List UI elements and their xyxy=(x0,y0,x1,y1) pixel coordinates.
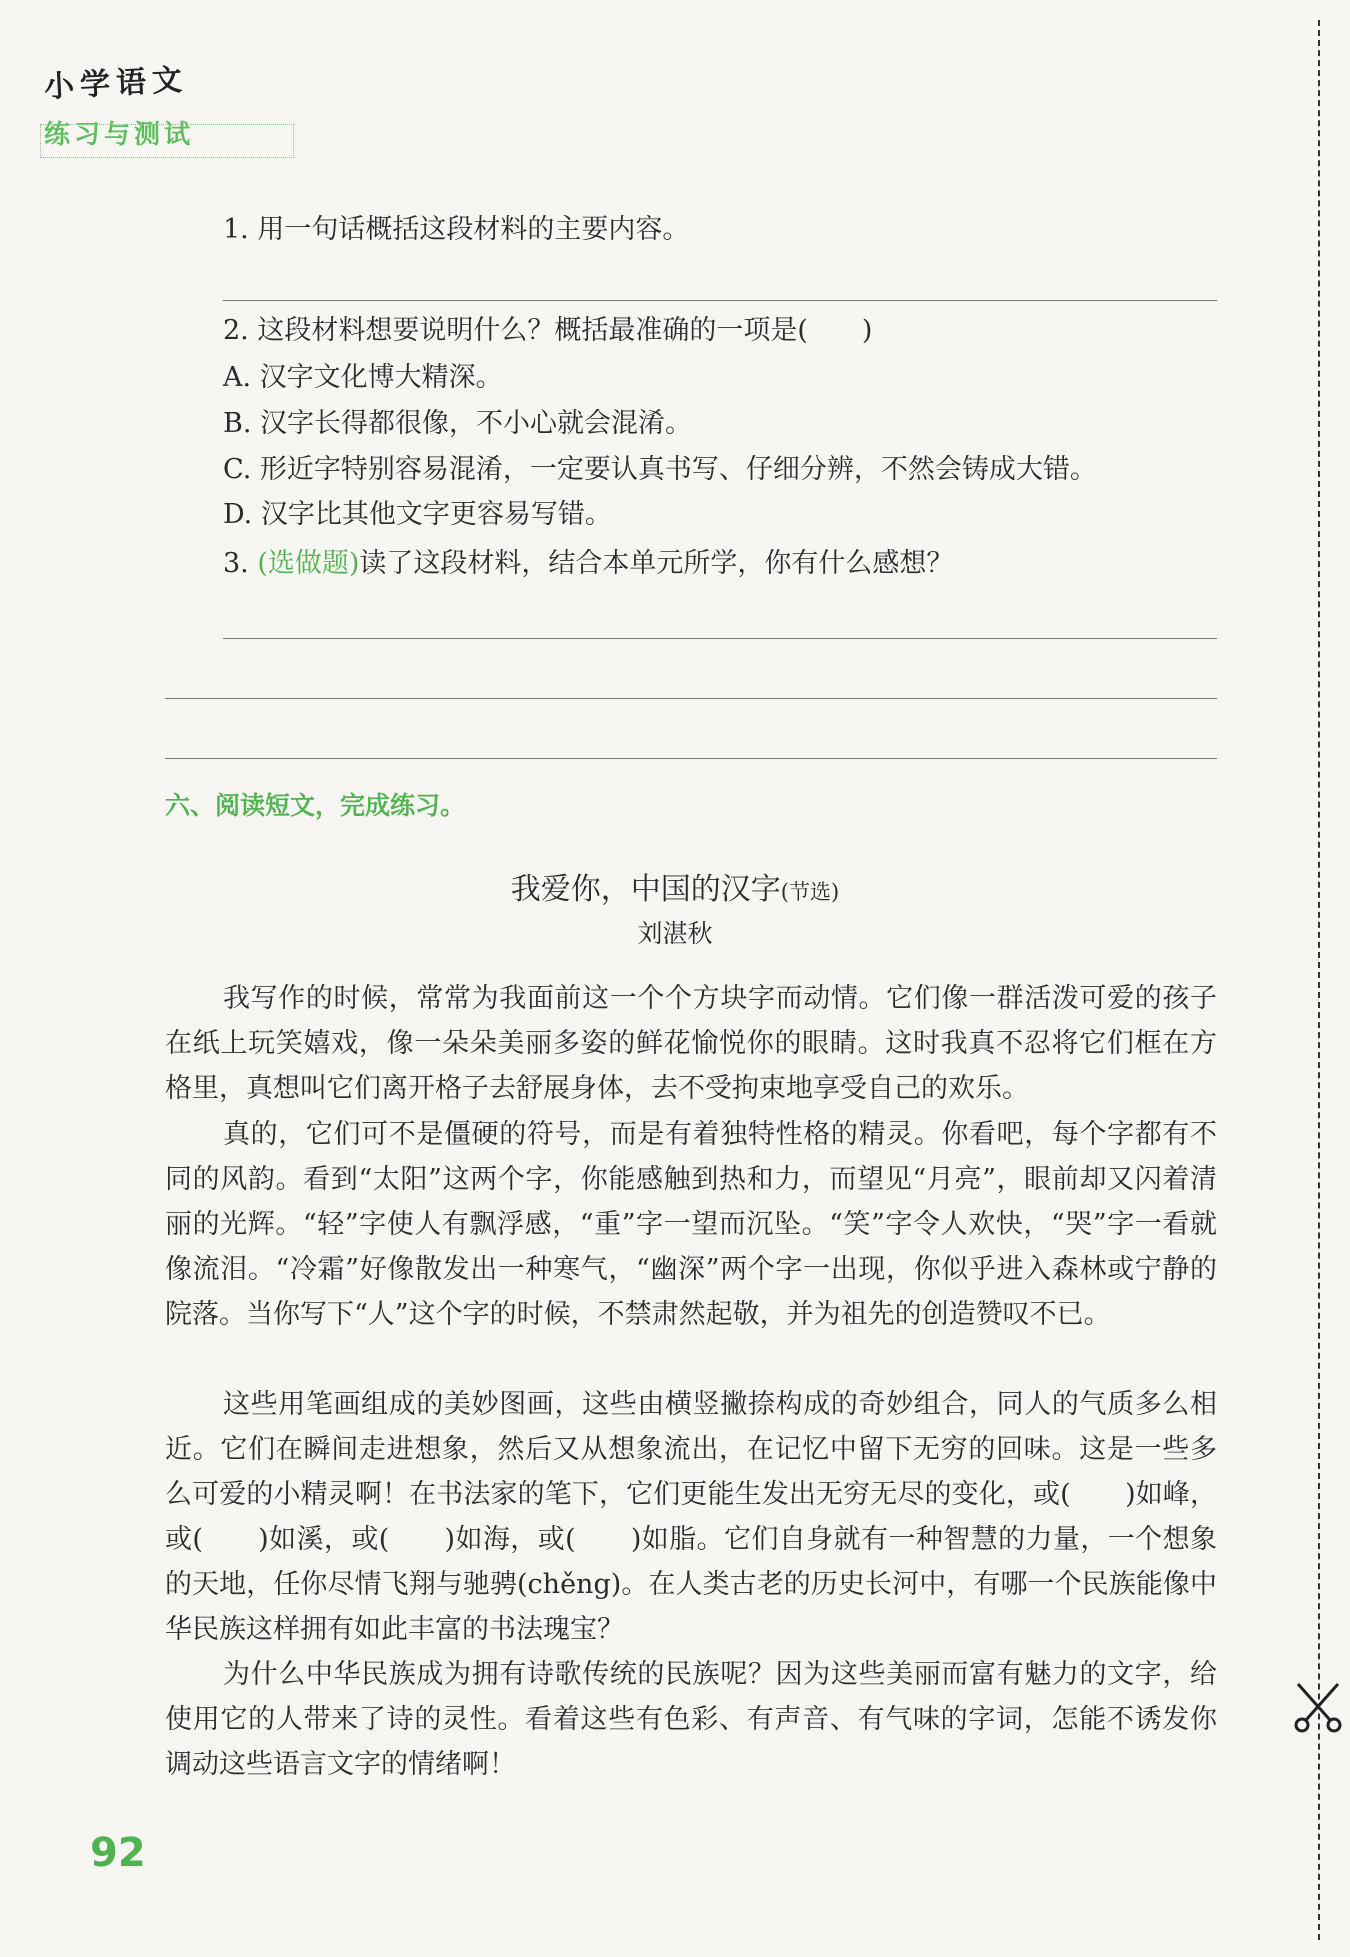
paragraph-1: 我写作的时候，常常为我面前这一个个方块字而动情。它们像一群活泼可爱的孩子在纸上玩笑嬉戏，像一朵朵美丽多姿的鲜花愉悦你的眼睛。这时我真不忍将它们框在方格里，真想叫它们离开格子去舒展身体，去不受拘束地享受自己的欢乐。 xyxy=(165,983,1217,1104)
answer-line-3c[interactable] xyxy=(165,758,1217,759)
option-d: D. 汉字比其他文字更容易写错。 xyxy=(223,499,612,530)
question-1: 1. 用一句话概括这段材料的主要内容。 xyxy=(223,214,690,245)
scissors-icon xyxy=(1290,1678,1346,1734)
option-c: C. 形近字特别容易混淆，一定要认真书写、仔细分辨，不然会铸成大错。 xyxy=(223,454,1097,485)
article-title-note: (节选) xyxy=(780,880,840,904)
question-3 xyxy=(223,546,953,582)
cut-line xyxy=(1318,20,1320,1940)
option-b: B. 汉字长得都很像，不小心就会混淆。 xyxy=(223,408,693,439)
answer-line-3b[interactable] xyxy=(165,698,1217,699)
section-heading: 六、阅读短文，完成练习。 xyxy=(165,791,466,820)
article-author: 刘湛秋 xyxy=(637,919,713,948)
paragraph-4: 为什么中华民族成为拥有诗歌传统的民族呢？因为这些美丽而富有魅力的文字，给使用它的人带来了诗的灵性。看着这些有色彩、有声音、有气味的字词，怎能不诱发你调动这些语言文字的情绪啊！ xyxy=(165,1659,1217,1780)
question-2: 2. 这段材料想要说明什么？概括最准确的一项是( ) xyxy=(223,315,873,346)
paragraph-3: 这些用笔画组成的美妙图画，这些由横竖撇捺构成的奇妙组合，同人的气质多么相近。它们在瞬间走进想象，然后又从想象流出，在记忆中留下无穷的回味。这是一些多么可爱的小精灵啊！在书法家的笔下，它们更能生发出无穷无尽的变化，或( )如峰，或( )如溪，或( )如海，或( )如脂。它们自身就有一种智慧的力量，一个想象的天地，任你尽情飞翔与驰骋(chěng)。在人类古老的历史长河中，有哪一个民族能像中华民族这样拥有如此丰富的书法瑰宝？ xyxy=(165,1389,1217,1645)
article-title-text: 我爱你，中国的汉字 xyxy=(510,872,781,907)
article-title xyxy=(0,864,1350,908)
series-title: 练习与测试 xyxy=(44,120,195,150)
question-3-text: 读了这段材料，结合本单元所学，你有什么感想？ xyxy=(359,548,954,579)
answer-line-1[interactable] xyxy=(223,300,1217,301)
optional-tag: (选做题) xyxy=(257,548,360,579)
question-3-number: 3. xyxy=(223,548,258,579)
book-title: 小学语文 xyxy=(43,62,189,105)
header-dotted-box xyxy=(40,124,294,158)
answer-line-3a[interactable] xyxy=(223,638,1217,639)
page-number: 92 xyxy=(90,1830,146,1876)
paragraph-2: 真的，它们可不是僵硬的符号，而是有着独特性格的精灵。你看吧，每个字都有不同的风韵。看到“太阳”这两个字，你能感触到热和力，而望见“月亮”，眼前却又闪着清丽的光辉。“轻”字使人有飘浮感，“重”字一望而沉坠。“笑”字令人欢快，“哭”字一看就像流泪。“冷霜”好像散发出一种寒气，“幽深”两个字一出现，你似乎进入森林或宁静的院落。当你写下“人”这个字的时候，不禁肃然起敬，并为祖先的创造赞叹不已。 xyxy=(165,1119,1217,1330)
option-a: A. 汉字文化博大精深。 xyxy=(223,362,503,393)
